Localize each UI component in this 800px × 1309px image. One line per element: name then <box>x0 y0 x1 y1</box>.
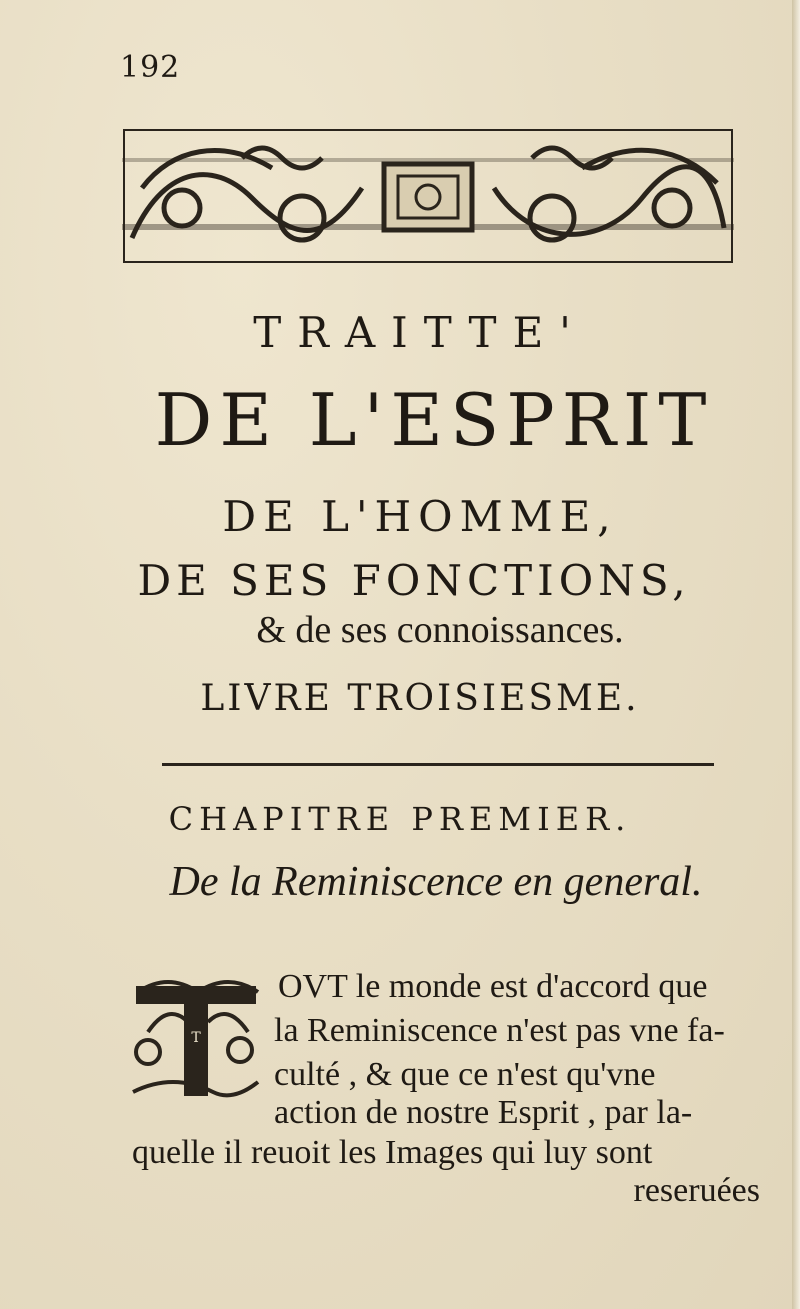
book-number: LIVRE TROISIESME. <box>200 678 640 719</box>
title-line-3: DE L'HOMME, <box>222 492 618 541</box>
title-line-5: & de ses connoissances. <box>256 609 624 651</box>
body-line-2: la Reminiscence n'est pas vne fa- <box>274 1012 725 1049</box>
title-line-2: DE L'ESPRIT <box>154 378 714 462</box>
chapter-heading: CHAPITRE PREMIER. <box>168 800 632 838</box>
page-number: 192 <box>120 50 181 85</box>
catchword: reseruées <box>633 1172 760 1209</box>
title-line-1: TRAITTE' <box>253 308 587 357</box>
body-line-1: OVT le monde est d'accord que <box>278 968 708 1005</box>
body-line-3: culté , & que ce n'est qu'vne <box>274 1056 656 1093</box>
body-line-5: quelle il reuoit les Images qui luy sont <box>132 1134 653 1171</box>
page-edge <box>792 0 800 1309</box>
ornamental-headpiece <box>122 128 734 264</box>
decorated-initial-t <box>128 972 264 1110</box>
chapter-subtitle: De la Reminiscence en general. <box>169 859 703 905</box>
body-line-4: action de nostre Esprit , par la- <box>274 1094 693 1131</box>
drop-cap-letter: T <box>191 1030 201 1046</box>
horizontal-rule <box>162 763 714 766</box>
title-line-4: DE SES FONCTIONS, <box>137 556 691 605</box>
